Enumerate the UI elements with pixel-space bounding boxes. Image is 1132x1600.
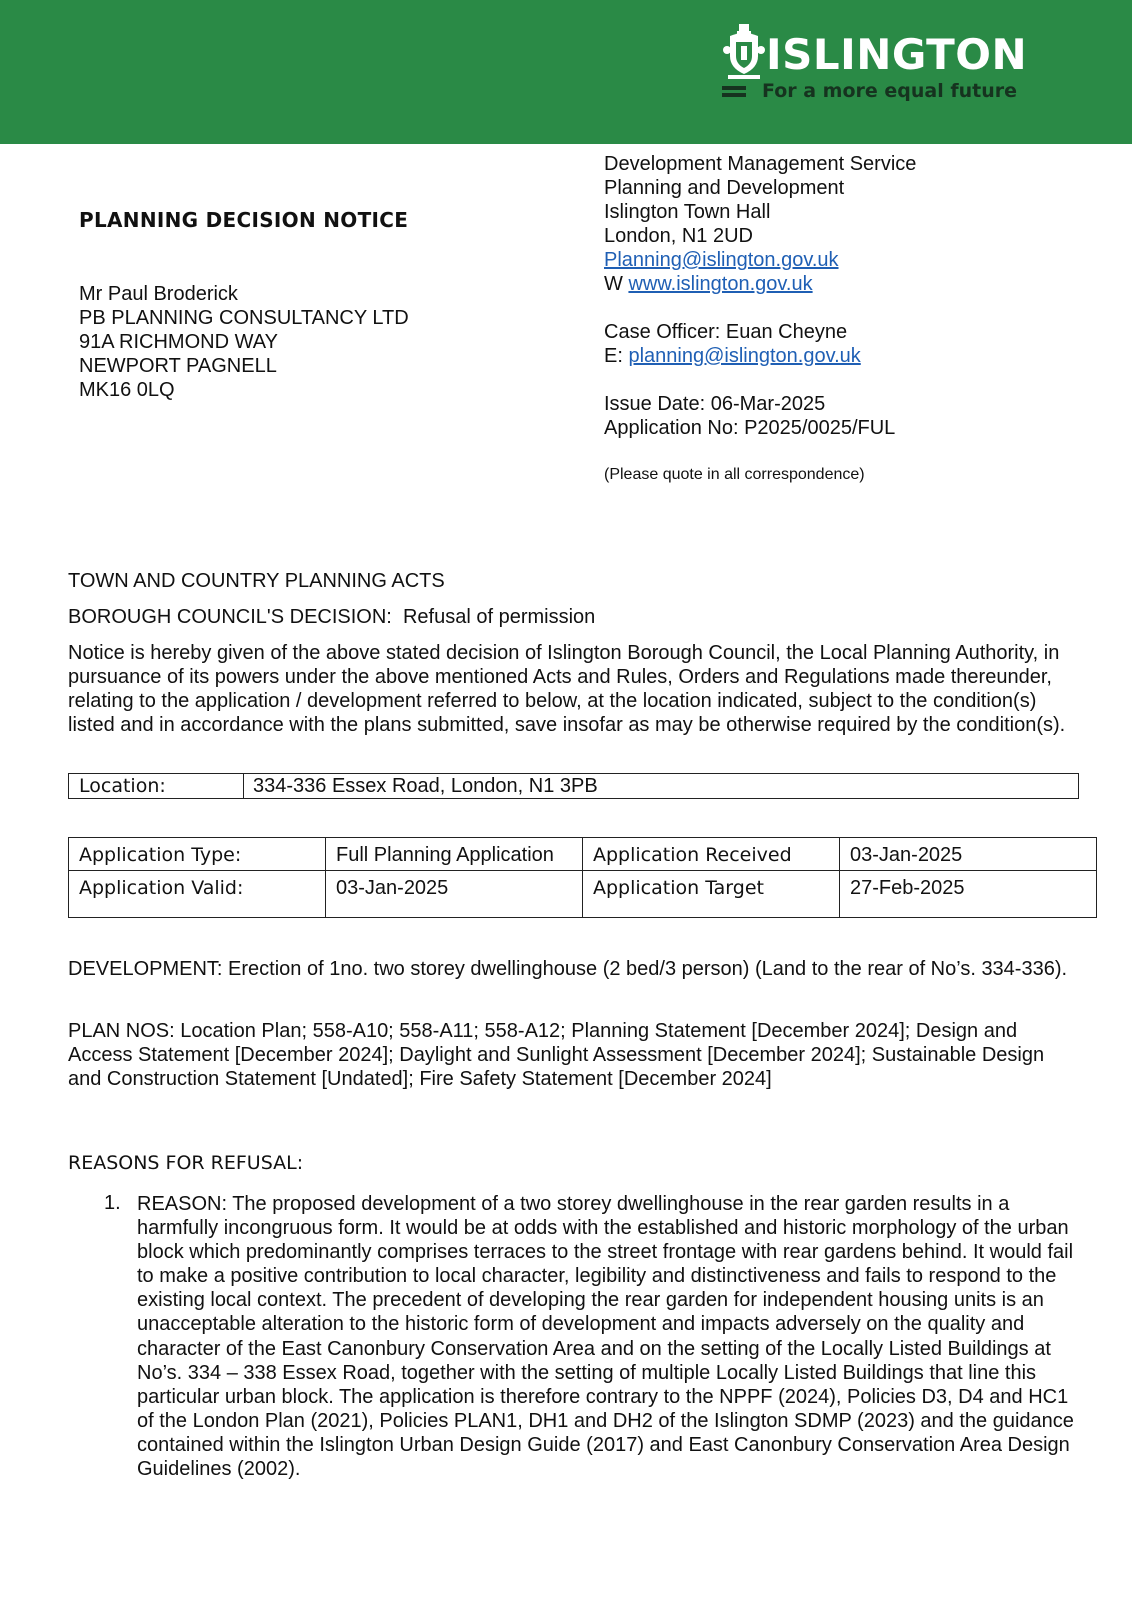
- case-officer: Case Officer: Euan Cheyne: [604, 321, 848, 343]
- council-name: ISLINGTON: [766, 30, 1028, 79]
- acts-heading: TOWN AND COUNTRY PLANNING ACTS: [68, 570, 445, 592]
- office-city: London, N1 2UD: [604, 225, 753, 247]
- location-box: [68, 773, 1079, 799]
- type-value: Full Planning Application: [326, 838, 583, 871]
- office-service: Development Management Service: [604, 153, 917, 175]
- page-title: PLANNING DECISION NOTICE: [79, 208, 409, 232]
- office-building: Islington Town Hall: [604, 201, 771, 223]
- location-value: 334-336 Essex Road, London, N1 3PB: [253, 775, 598, 797]
- received-label: Application Received: [583, 838, 840, 871]
- issue-date: Issue Date: 06-Mar-2025: [604, 393, 826, 415]
- office-email-link[interactable]: Planning@islington.gov.uk: [604, 249, 839, 271]
- recipient-company: PB PLANNING CONSULTANCY LTD: [79, 307, 409, 329]
- received-value: 03-Jan-2025: [840, 838, 1097, 871]
- application-details-table: [68, 837, 1097, 918]
- target-value: 27-Feb-2025: [840, 871, 1097, 918]
- tagline: For a more equal future: [762, 80, 1018, 102]
- website-link[interactable]: www.islington.gov.uk: [628, 273, 813, 295]
- notice-text: Notice is hereby given of the above stated decision of Islington Borough Council, the Local Planning Authority, in pursuance of its powers under the above mentioned Acts and Rules, Orders and Regulations made thereunder, relating to the application / development referred to below, at the location indicated, subject to the condition(s) listed and in accordance with the plans submitted, save insofar as may be otherwise required by the condition(s).: [68, 642, 1066, 736]
- reason-number: 1.: [104, 1192, 121, 1214]
- islington-logo: [722, 18, 1028, 108]
- application-number: Application No: P2025/0025/FUL: [604, 417, 896, 439]
- officer-email-prefix: E:: [604, 345, 629, 367]
- office-details: [604, 152, 916, 440]
- quote-note: (Please quote in all correspondence): [604, 466, 865, 483]
- decision-value: Refusal of permission: [402, 606, 596, 628]
- decision-line: [68, 605, 595, 629]
- recipient-postcode: MK16 0LQ: [79, 379, 175, 401]
- header-banner: [0, 0, 1132, 144]
- officer-email-link[interactable]: planning@islington.gov.uk: [628, 345, 861, 367]
- reasons-heading: REASONS FOR REFUSAL:: [68, 1152, 304, 1174]
- location-label: Location:: [79, 775, 166, 797]
- valid-label: Application Valid:: [69, 871, 326, 918]
- recipient-name: Mr Paul Broderick: [79, 283, 238, 305]
- plan-numbers: PLAN NOS: Location Plan; 558-A10; 558-A11; 558-A12; Planning Statement [December 2024]; Design and Access Statement [December 2024]; Daylight and Sunlight Assessment [December 2024]; Sustainable Design and Construction Statement [Undated]; Fire Safety Statement [December 2024]: [68, 1020, 1045, 1090]
- decision-heading: BOROUGH COUNCIL'S DECISION:: [68, 606, 392, 628]
- development-description: DEVELOPMENT: Erection of 1no. two storey dwellinghouse (2 bed/3 person) (Land to the rear of No’s. 334-336).: [68, 958, 1068, 980]
- recipient-street: 91A RICHMOND WAY: [79, 331, 278, 353]
- valid-value: 03-Jan-2025: [326, 871, 583, 918]
- type-label: Application Type:: [69, 838, 326, 871]
- tagline-mark-icon: [722, 86, 746, 100]
- recipient-town: NEWPORT PAGNELL: [79, 355, 277, 377]
- table-row: [69, 871, 1097, 918]
- web-prefix: W: [604, 273, 629, 295]
- table-row: [69, 838, 1097, 871]
- target-label: Application Target: [583, 871, 840, 918]
- reason-text: REASON: The proposed development of a two storey dwellinghouse in the rear garden results in a harmfully incongruous form. It would be at odds with the established and historic morphology of the urban block which predominantly comprises terraces to the street frontage with rear gardens behind. It would fail to make a positive contribution to local character, legibility and distinctiveness and fails to respond to the existing local context. The precedent of developing the rear garden for independent housing units is an unacceptable alteration to the historic form of development and impacts adversely on the quality and character of the East Canonbury Conservation Area and on the setting of the Locally Listed Buildings at No’s. 334 – 338 Essex Road, together with the setting of multiple Locally Listed Buildings that line this particular urban block. The application is therefore contrary to the NPPF (2024), Policies D3, D4 and HC1 of the London Plan (2021), Policies PLAN1, DH1 and DH2 of the Islington SDMP (2023) and the guidance contained within the Islington Urban Design Guide (2017) and East Canonbury Conservation Area Design Guidelines (2002).: [137, 1193, 1074, 1481]
- crest-icon: [722, 22, 766, 82]
- office-department: Planning and Development: [604, 177, 845, 199]
- recipient-address: [79, 282, 409, 402]
